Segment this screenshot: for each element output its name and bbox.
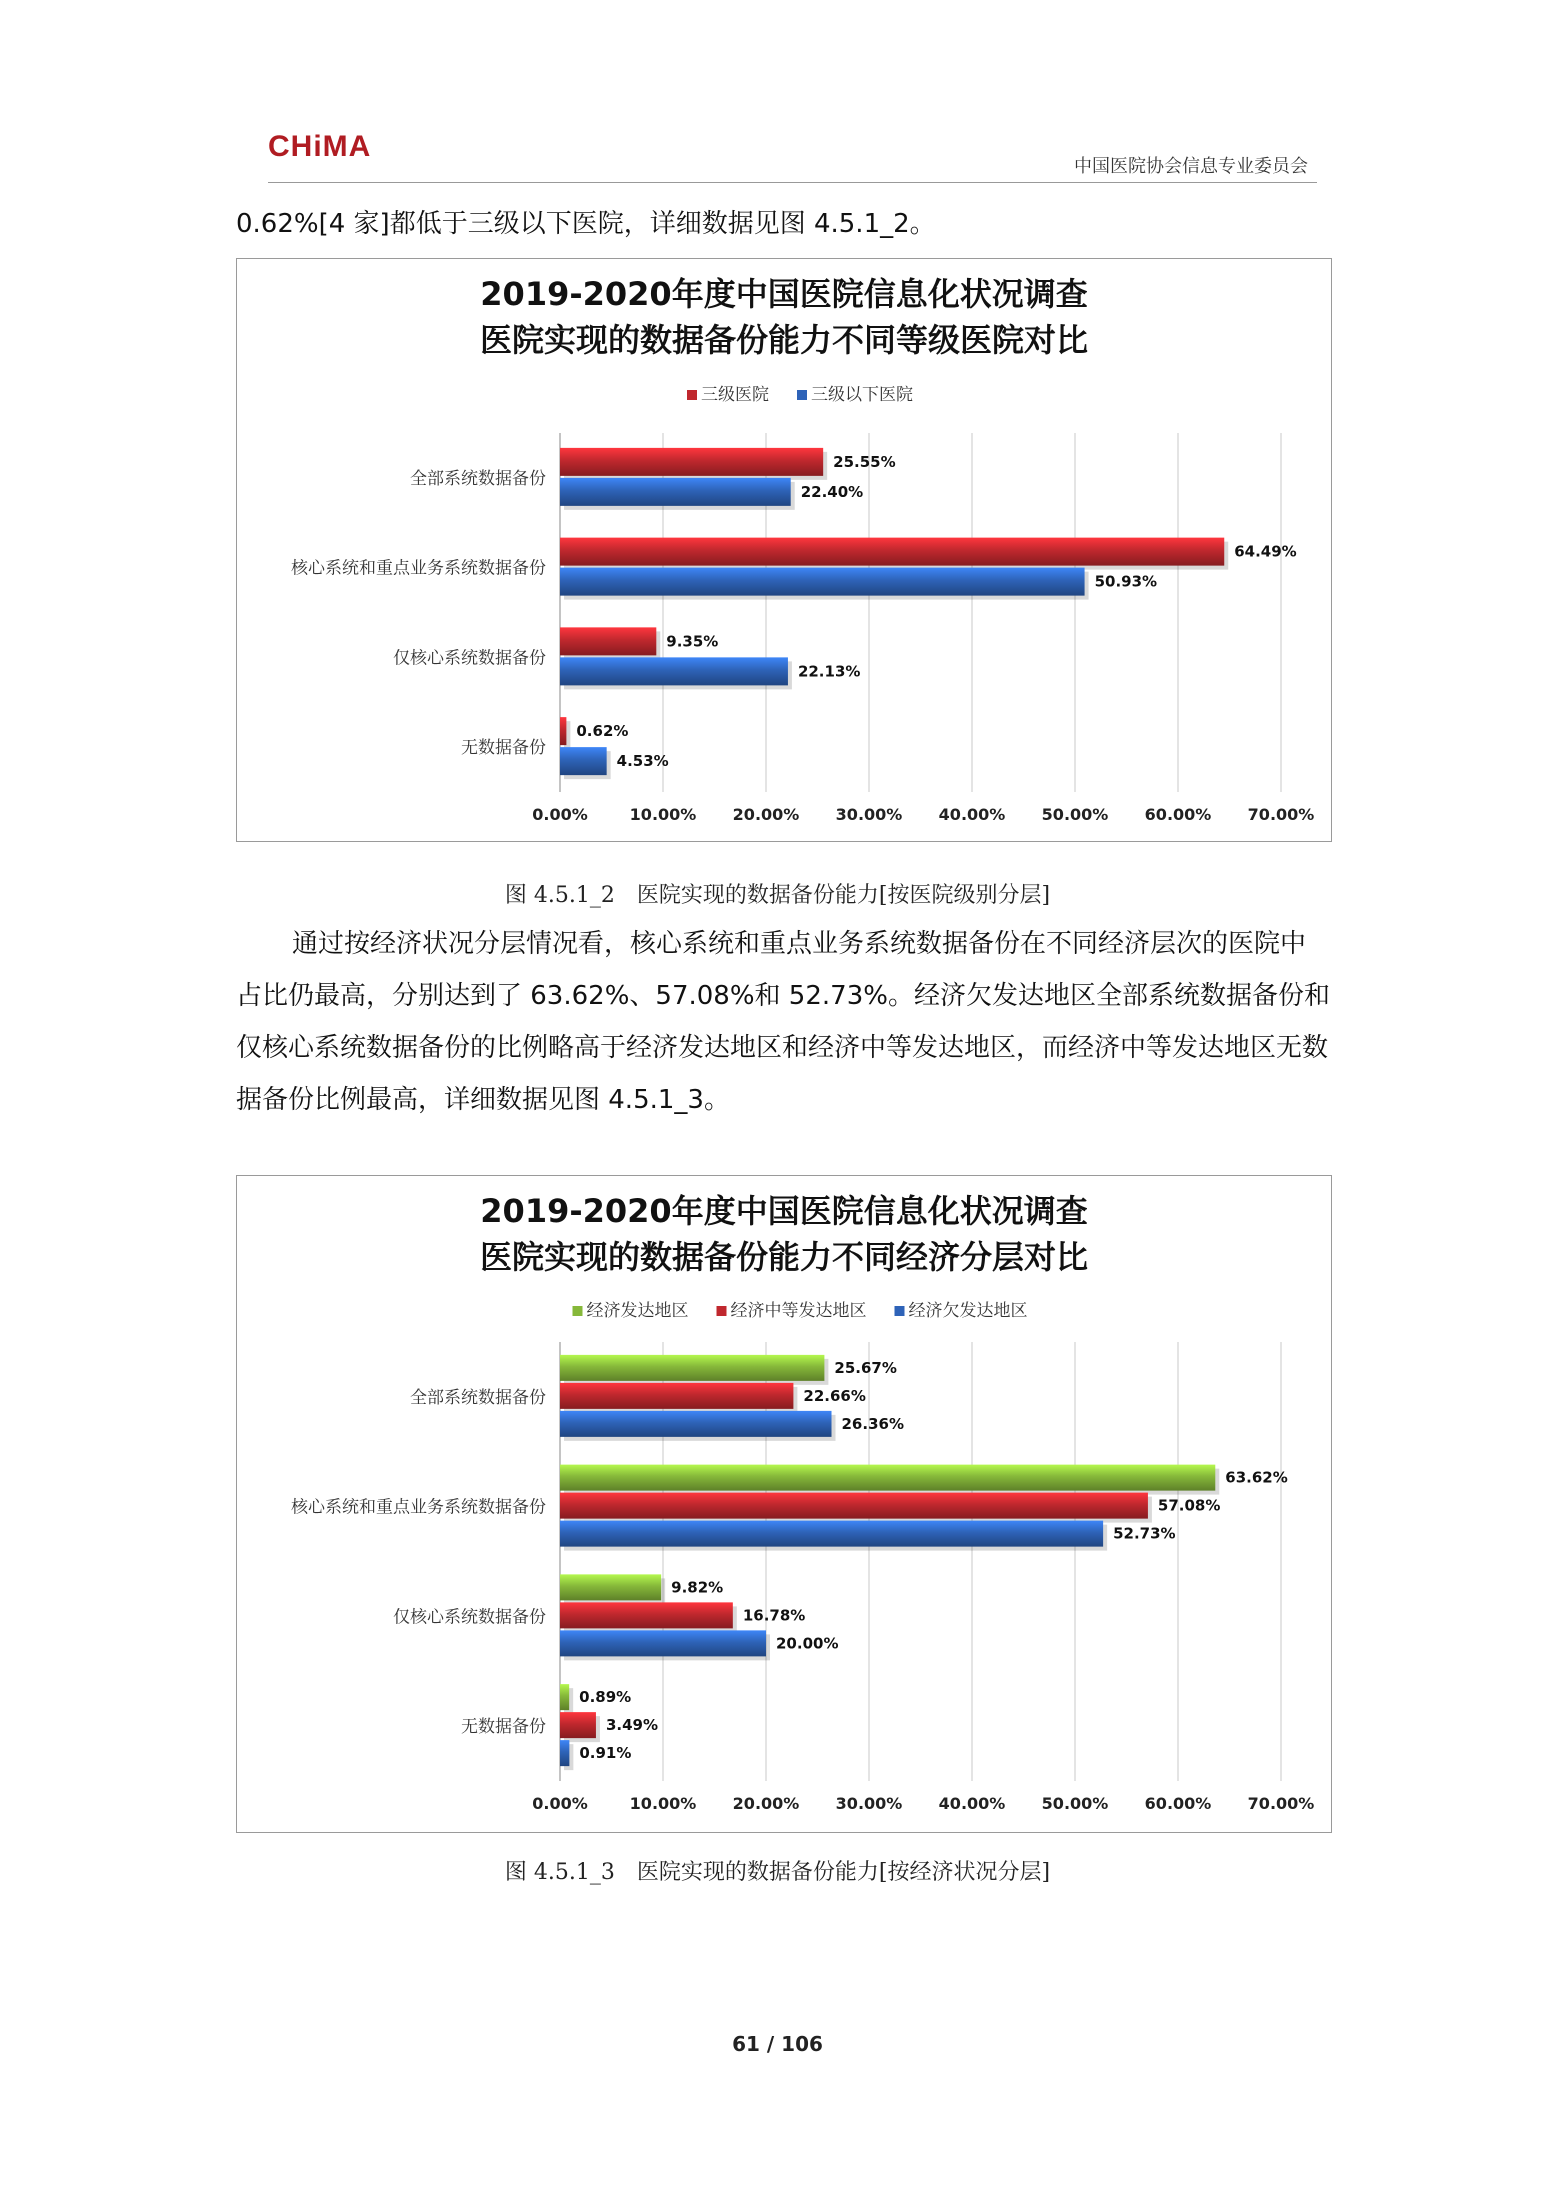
data-label: 26.36% xyxy=(841,1414,904,1433)
x-tick-label: 10.00% xyxy=(629,1794,697,1813)
x-tick-label: 70.00% xyxy=(1247,805,1315,824)
x-tick-label: 40.00% xyxy=(938,1794,1006,1813)
category-label: 无数据备份 xyxy=(461,738,546,759)
bar xyxy=(560,478,791,506)
data-label: 22.40% xyxy=(800,482,864,501)
bar xyxy=(560,1521,1103,1547)
x-tick-label: 20.00% xyxy=(732,1794,800,1813)
data-label: 9.82% xyxy=(671,1578,724,1597)
category-label: 仅核心系统数据备份 xyxy=(393,1607,546,1628)
bar xyxy=(560,1465,1215,1491)
data-label: 57.08% xyxy=(1157,1496,1221,1515)
category-label: 仅核心系统数据备份 xyxy=(393,648,546,669)
legend-label: 三级以下医院 xyxy=(811,385,913,405)
header-divider xyxy=(268,182,1317,183)
bar xyxy=(560,1630,766,1656)
page-number: 61 / 106 xyxy=(732,2032,823,2056)
data-label: 0.89% xyxy=(579,1688,632,1707)
x-tick-label: 0.00% xyxy=(532,1794,588,1813)
bar xyxy=(560,1712,596,1738)
legend-swatch xyxy=(573,1306,583,1316)
data-label: 64.49% xyxy=(1234,542,1297,561)
bar xyxy=(560,1383,793,1409)
data-label: 4.53% xyxy=(616,752,669,771)
data-label: 63.62% xyxy=(1225,1468,1288,1487)
chart-title: 2019-2020年度中国医院信息化状况调查 xyxy=(480,275,1088,313)
chima-logo: CHiMA xyxy=(268,130,372,163)
x-tick-label: 70.00% xyxy=(1247,1794,1315,1813)
data-label: 25.67% xyxy=(834,1358,897,1377)
category-label: 全部系统数据备份 xyxy=(410,468,546,489)
bar xyxy=(560,1602,733,1628)
figure-caption-2: 图 4.5.1_3 医院实现的数据备份能力[按经济状况分层] xyxy=(504,1860,1051,1885)
legend-swatch xyxy=(895,1306,905,1316)
category-label: 核心系统和重点业务系统数据备份 xyxy=(291,558,546,579)
data-label: 3.49% xyxy=(605,1716,658,1735)
chart-economic-level-svg xyxy=(237,1176,1331,1832)
data-label: 52.73% xyxy=(1113,1524,1176,1543)
bar xyxy=(560,1493,1148,1519)
data-label: 22.66% xyxy=(803,1386,866,1405)
bar xyxy=(560,747,607,775)
x-tick-label: 10.00% xyxy=(629,805,697,824)
x-tick-label: 20.00% xyxy=(732,805,800,824)
bar xyxy=(560,1574,661,1600)
x-tick-label: 0.00% xyxy=(532,805,588,824)
chart-economic-level xyxy=(236,1175,1332,1833)
legend-label: 经济发达地区 xyxy=(586,1301,689,1321)
bar xyxy=(560,1684,569,1710)
x-tick-label: 60.00% xyxy=(1144,805,1212,824)
bar xyxy=(560,448,823,476)
bar xyxy=(560,657,788,685)
bar xyxy=(560,568,1085,596)
chart-hospital-level-svg xyxy=(237,259,1331,841)
bar xyxy=(560,627,656,655)
figure-caption-1: 图 4.5.1_2 医院实现的数据备份能力[按医院级别分层] xyxy=(504,883,1051,908)
data-label: 25.55% xyxy=(833,452,896,471)
data-label: 20.00% xyxy=(776,1634,839,1653)
bar xyxy=(560,717,566,745)
data-label: 50.93% xyxy=(1094,572,1158,591)
legend-label: 经济欠发达地区 xyxy=(908,1301,1028,1321)
data-label: 22.13% xyxy=(797,662,861,681)
x-tick-label: 30.00% xyxy=(835,805,903,824)
bar xyxy=(560,538,1224,566)
category-label: 无数据备份 xyxy=(461,1717,546,1738)
legend-label: 三级医院 xyxy=(701,385,769,405)
organization-name: 中国医院协会信息专业委员会 xyxy=(1074,156,1308,177)
legend-label: 经济中等发达地区 xyxy=(730,1301,867,1321)
chart-hospital-level xyxy=(236,258,1332,842)
legend-swatch xyxy=(797,390,807,400)
legend-swatch xyxy=(717,1306,727,1316)
category-label: 核心系统和重点业务系统数据备份 xyxy=(291,1497,546,1518)
x-tick-label: 40.00% xyxy=(938,805,1006,824)
bar xyxy=(560,1411,832,1437)
data-label: 16.78% xyxy=(742,1606,806,1625)
category-label: 全部系统数据备份 xyxy=(410,1387,546,1408)
paragraph-economic: 通过按经济状况分层情况看，核心系统和重点业务系统数据备份在不同经济层次的医院中占比仍最高，分别达到了 63.62%、57.08%和 52.73%。经济欠发达地区全部系统数据备份和仅核心系统数据备份的比例略高于经济发达地区和经济中等发达地区，而经济中等发达地区无数据备份比例最高，详细数据见图 4.5.1_3。 xyxy=(236,929,1330,1115)
x-tick-label: 50.00% xyxy=(1041,805,1109,824)
x-tick-label: 60.00% xyxy=(1144,1794,1212,1813)
x-tick-label: 50.00% xyxy=(1041,1794,1109,1813)
chart-subtitle: 医院实现的数据备份能力不同等级医院对比 xyxy=(479,321,1089,359)
x-tick-label: 30.00% xyxy=(835,1794,903,1813)
data-label: 0.91% xyxy=(579,1744,632,1763)
legend-swatch xyxy=(687,390,697,400)
bar xyxy=(560,1355,824,1381)
chart-subtitle: 医院实现的数据备份能力不同经济分层对比 xyxy=(479,1238,1089,1276)
data-label: 0.62% xyxy=(576,722,629,741)
paragraph-intro: 0.62%[4 家]都低于三级以下医院，详细数据见图 4.5.1_2。 xyxy=(236,209,936,239)
bar xyxy=(560,1740,569,1766)
data-label: 9.35% xyxy=(666,632,719,651)
chart-title: 2019-2020年度中国医院信息化状况调查 xyxy=(480,1192,1088,1230)
